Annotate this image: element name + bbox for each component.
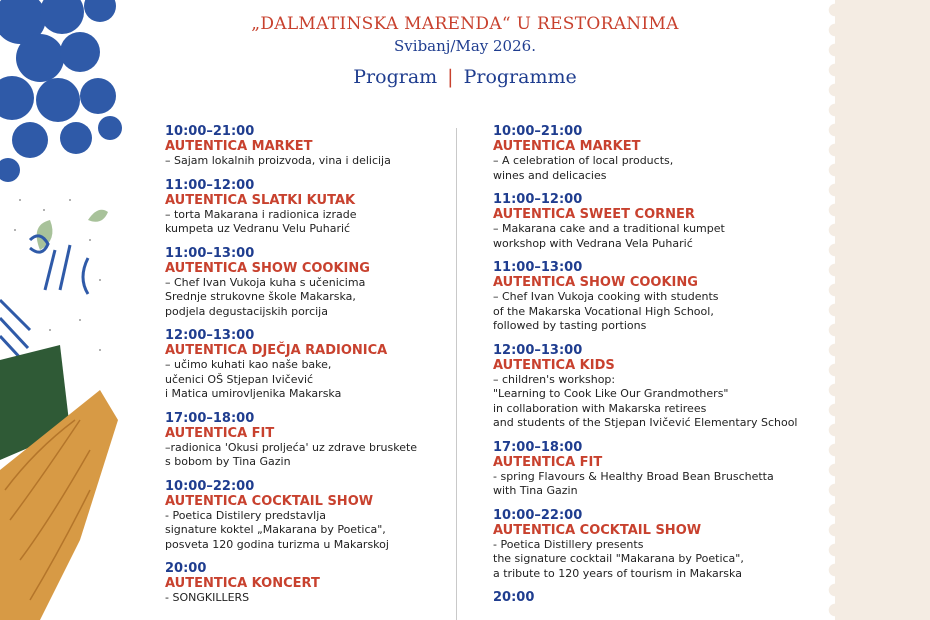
item-time: 20:00 [165, 561, 207, 576]
program-item [493, 260, 823, 334]
item-time: 17:00–18:00 [165, 410, 255, 426]
item-description: – Makarana cake and a traditional kumpet workshop with Vedrana Vela Puharić [493, 222, 725, 250]
program-heading-separator: | [447, 66, 454, 88]
item-description: – A celebration of local products, wines and delicacies [493, 154, 674, 182]
program-item [165, 124, 485, 169]
program-list-croatian [165, 124, 485, 615]
item-time: 10:00–22:00 [493, 507, 583, 523]
item-time: 11:00–13:00 [493, 260, 583, 275]
program-item [165, 479, 485, 553]
item-description: – Sajam lokalnih proizvoda, vina i delicija [165, 154, 391, 167]
program-item [165, 411, 485, 470]
item-time: 12:00–13:00 [493, 342, 583, 358]
item-time: 20:00 [493, 590, 535, 605]
item-description: – children's workshop: "Learning to Cook Like Our Grandmothers" in collaboration with Makarska retirees and students of the Stjepan Ivičević Elementary School [493, 372, 798, 429]
program-item [493, 440, 823, 499]
item-name: AUTENTICA KIDS [493, 357, 615, 373]
item-description: - Poetica Distillery presents the signature cocktail "Makarana by Poetica", a tribute to 120 years of tourism in Makarska [493, 537, 744, 580]
item-name: AUTENTICA DJEČJA RADIONICA [165, 343, 388, 358]
item-time: 17:00–18:00 [493, 439, 583, 455]
item-time: 11:00–13:00 [165, 245, 255, 261]
item-name: AUTENTICA SHOW COOKING [493, 275, 698, 290]
event-title: „DALMATINSKA MARENDA“ U RESTORANIMA [251, 14, 679, 34]
item-time: 11:00–12:00 [493, 192, 583, 207]
item-time: 11:00–12:00 [165, 177, 255, 193]
item-time: 12:00–13:00 [165, 328, 255, 343]
decorative-illustration [0, 0, 140, 620]
item-name: AUTENTICA SLATKI KUTAK [165, 192, 356, 208]
item-name: AUTENTICA MARKET [493, 139, 641, 154]
item-time: 10:00–21:00 [165, 124, 255, 139]
item-name: AUTENTICA MARKET [165, 139, 313, 154]
item-description: - Poetica Distilery predstavlja signature koktel „Makarana by Poetica", posveta 120 godina turizma u Makarskoj [165, 508, 389, 551]
item-description: –radionica 'Okusi proljeća' uz zdrave bruskete s bobom by Tina Gazin [165, 440, 418, 468]
program-item [493, 343, 823, 431]
program-item [493, 508, 823, 582]
program-list-english [493, 124, 823, 614]
item-description: – torta Makarana i radionica izrade kumpeta uz Vedranu Velu Puharić [165, 207, 357, 235]
program-item [165, 561, 485, 606]
program-item [165, 178, 485, 237]
program-item [493, 590, 823, 605]
item-name: AUTENTICA SHOW COOKING [165, 260, 370, 276]
item-name: AUTENTICA COCKTAIL SHOW [165, 493, 374, 509]
program-item [165, 246, 485, 320]
program-item [165, 328, 485, 402]
program-heading-hr: Program [353, 66, 438, 88]
item-name: AUTENTICA KONCERT [165, 576, 320, 591]
program-item [493, 124, 823, 183]
event-date: Svibanj/May 2026. [394, 37, 536, 55]
program-heading-en: Programme [463, 66, 577, 88]
program-item [493, 192, 823, 251]
item-name: AUTENTICA FIT [493, 454, 603, 470]
item-time: 10:00–22:00 [165, 478, 255, 494]
program-heading [0, 66, 930, 88]
item-name: AUTENTICA SWEET CORNER [493, 207, 695, 222]
item-description: – Chef Ivan Vukoja kuha s učenicima Srednje strukovne škole Makarska, podjela degustacijskih porcija [165, 275, 366, 318]
item-name: AUTENTICA FIT [165, 425, 275, 441]
item-time: 10:00–21:00 [493, 124, 583, 139]
item-description: – Chef Ivan Vukoja cooking with students of the Makarska Vocational High School, followed by tasting portions [493, 290, 719, 332]
item-description: - SONGKILLERS [165, 591, 250, 604]
item-name: AUTENTICA COCKTAIL SHOW [493, 522, 702, 538]
item-description: – učimo kuhati kao naše bake, učenici OŠ Stjepan Ivičević i Matica umirovljenika Makarska [165, 358, 342, 400]
item-description: - spring Flavours & Healthy Broad Bean Bruschetta with Tina Gazin [493, 469, 774, 497]
